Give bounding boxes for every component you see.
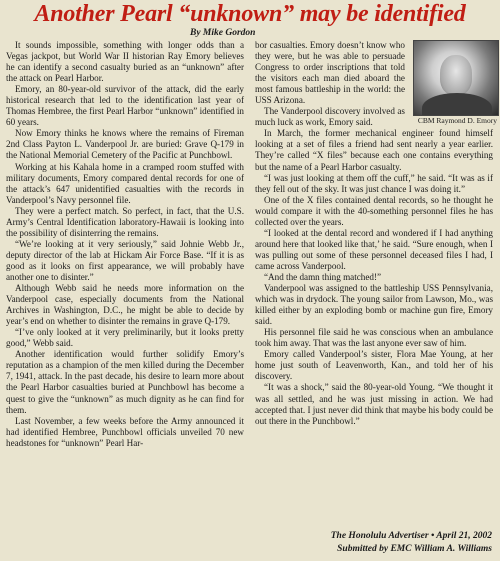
paragraph: Another identification would further solidify Emory’s reputation as a champion of the men killed during the December 7, 1941, attack. In the past decade, his desire to learn more about the Pearl Harbor casualties buried at Punchbowl has become a quest to give the “unknown” as much dignity as he can find for them. [6, 349, 244, 415]
submitted-line: Submitted by EMC William A. Williams [337, 544, 492, 554]
portrait-shoulders [422, 93, 492, 116]
byline: By Mike Gordon [190, 28, 256, 38]
paragraph: Vanderpool was assigned to the battleship USS Pennsylvania, which was in drydock. The young sailor from Lawson, Mo., was killed either by an exploding bomb or machine gun fire, Emory said. [255, 283, 493, 327]
paragraph: His personnel file said he was conscious when an ambulance took him away. That was the last anyone ever saw of him. [255, 327, 493, 349]
paragraph: They were a perfect match. So perfect, in fact, that the U.S. Army’s Central Identification laboratory-Hawaii is looking into the possibility of disinterring the remains. [6, 205, 244, 238]
source-line: The Honolulu Advertiser • April 21, 2002 [330, 531, 492, 541]
paragraph: Working at his Kahala home in a cramped room stuffed with military documents, Emory compared dental records for one of the attack’s 647 unidentified casualties with the records in Vanderpool’s Navy personnel file. [6, 161, 244, 205]
paragraph: It sounds impossible, something with longer odds than a Vegas jackpot, but World War II historian Ray Emory believes he can identify a second casualty buried as an “unknown” after the attack on Pearl Harbor. [6, 40, 244, 84]
paragraph: The Vanderpool discovery involved as much luck as work, Emory said. [255, 106, 405, 128]
right-column [255, 40, 497, 427]
paragraph: “And the damn thing matched!” [264, 271, 382, 282]
headline: Another Pearl “unknown” may be identified [34, 1, 466, 27]
portrait-face [440, 55, 472, 95]
left-column [6, 40, 244, 449]
portrait-photo [413, 40, 499, 116]
paragraph: In March, the former mechanical engineer found himself looking at a set of files a friend had sent nearly a year earlier. They’re called “X files” because each one contains everything but the name of a Pearl Harbor casualty. [255, 128, 493, 172]
paragraph: Emory, an 80-year-old survivor of the attack, did the early historical research that led to the identification last year of Thomas Hembree, the first Pearl Harbor “unknown” identified in 60 years. [6, 84, 244, 128]
paragraph: “I was just looking at them off the cuff,” he said. “It was as if they fell out of the sky. It was just chance I was doing it.” [255, 172, 493, 194]
paragraph: Emory called Vanderpool’s sister, Flora Mae Young, at her home just south of Leavenworth, Kan., and told her of his discovery. [255, 349, 493, 382]
paragraph: “I’ve only looked at it very preliminarily, but it looks pretty good,” Webb said. [6, 327, 244, 349]
paragraph: Although Webb said he needs more information on the Vanderpool case, especially documents from the National Archives in Washington, D.C., he might be able to decide by year’s end on whether to disinter the remains in grave Q-179. [6, 283, 244, 327]
paragraph: Last November, a few weeks before the Army announced it had identified Hembree, Punchbowl officials unveiled 70 new headstones for “unknown” Pearl Har- [6, 415, 244, 448]
paragraph: bor casualties. Emory doesn’t know who they were, but he was able to persuade Congress to order inscriptions that told the visitors each man died aboard the most famous battleship in the world: the USS Arizona. [255, 40, 405, 106]
paragraph: One of the X files contained dental records, so he thought he would compare it with the 40-something personnel files he has collected over the years. [255, 194, 493, 227]
photo-caption: CBM Raymond D. Emory [417, 116, 497, 125]
paragraph: “We’re looking at it very seriously,” said Johnie Webb Jr., deputy director of the lab at Hickam Air Force Base. “If it is as good as it looks on first appearance, we will probably have another one to disinter.” [6, 238, 244, 282]
portrait-figure [409, 40, 497, 124]
paragraph: Now Emory thinks he knows where the remains of Fireman 2nd Class Payton L. Vanderpool Jr. are buried: Grave Q-179 in the National Memorial Cemetery of the Pacific at Punchbowl. [6, 128, 244, 161]
paragraph: “I looked at the dental record and wondered if I had anything around here that looked like that,’ he said. “Sure enough, when I was pulling out some of these personnel deceased files I had, I came across Vanderpool. [255, 227, 493, 271]
paragraph: “It was a shock,” said the 80-year-old Young. “We thought it was all settled, and he was just missing in action. We had accepted that. I just never did think that maybe his body could be out there in the Punchbowl.” [255, 382, 493, 426]
